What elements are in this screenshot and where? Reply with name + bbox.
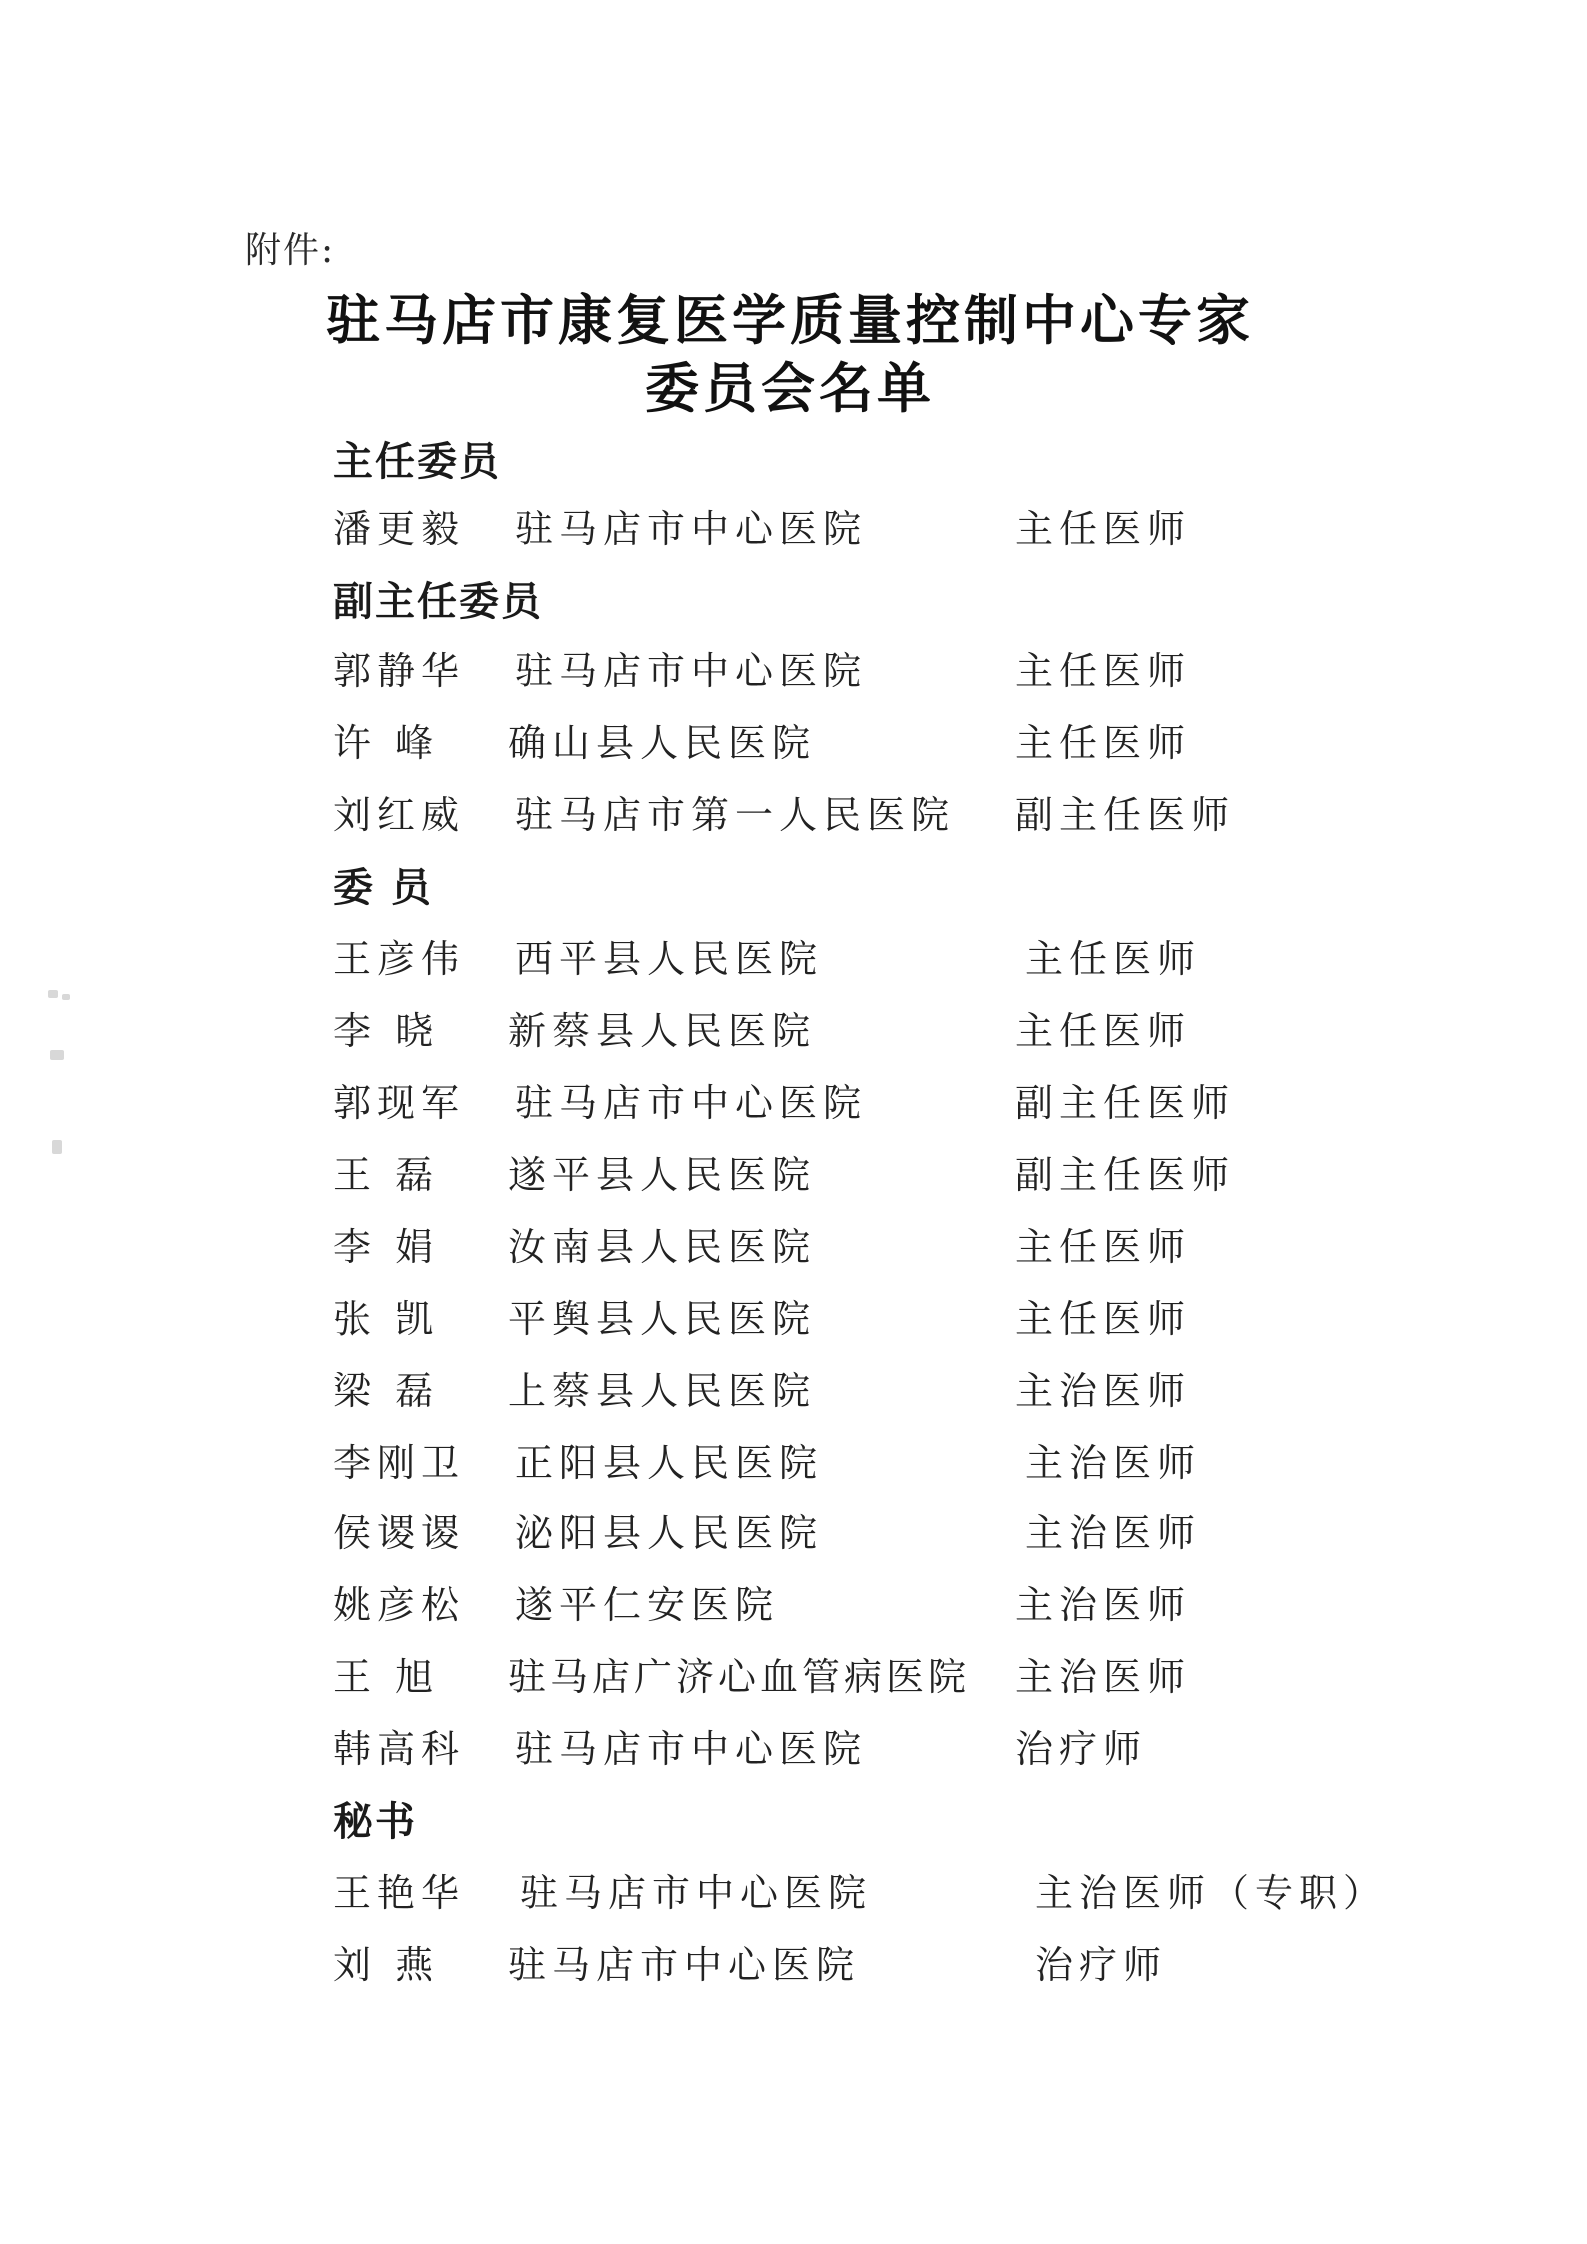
member-hospital: 驻马店市中心医院 — [515, 507, 868, 551]
member-title: 主任医师 — [1015, 721, 1192, 765]
scan-speck — [62, 994, 70, 1000]
member-name: 侯谡谡 — [333, 1511, 466, 1555]
member-hospital: 汝南县人民医院 — [508, 1225, 817, 1269]
member-title: 主任医师 — [1015, 507, 1192, 551]
member-title: 治疗师 — [1035, 1943, 1168, 1987]
member-row — [0, 784, 1587, 844]
member-name: 韩高科 — [333, 1727, 466, 1771]
member-row — [0, 712, 1587, 772]
member-title: 治疗师 — [1015, 1727, 1148, 1771]
member-hospital: 驻马店市中心医院 — [515, 649, 868, 693]
section-heading-secretary: 秘书 — [333, 1799, 417, 1845]
member-row — [0, 1216, 1587, 1276]
member-name: 郭静华 — [333, 649, 466, 693]
member-hospital: 确山县人民医院 — [508, 721, 817, 765]
member-title: 副主任医师 — [1015, 1153, 1236, 1197]
member-hospital: 驻马店广济心血管病医院 — [508, 1655, 971, 1699]
member-name: 王彦伟 — [333, 937, 466, 981]
member-row — [0, 1862, 1587, 1922]
member-row — [0, 640, 1587, 700]
member-name: 许 峰 — [333, 721, 440, 765]
attachment-label: 附件: — [245, 230, 336, 271]
member-hospital: 西平县人民医院 — [515, 937, 824, 981]
member-row — [0, 1432, 1587, 1492]
member-row — [0, 1646, 1587, 1706]
member-row — [0, 1360, 1587, 1420]
member-title: 主任医师 — [1015, 649, 1192, 693]
member-name: 郭现军 — [333, 1081, 466, 1125]
member-row — [0, 928, 1587, 988]
document-title-line-2: 委员会名单 — [645, 356, 935, 420]
member-hospital: 驻马店市中心医院 — [515, 1727, 868, 1771]
member-title: 主任医师 — [1015, 1297, 1192, 1341]
member-row — [0, 1574, 1587, 1634]
member-hospital: 平舆县人民医院 — [508, 1297, 817, 1341]
member-row — [0, 1502, 1587, 1562]
member-name: 王艳华 — [333, 1871, 466, 1915]
member-hospital: 新蔡县人民医院 — [508, 1009, 817, 1053]
member-hospital: 遂平县人民医院 — [508, 1153, 817, 1197]
document-title-line-1: 驻马店市康复医学质量控制中心专家 — [326, 288, 1254, 352]
member-title: 主任医师 — [1015, 1225, 1192, 1269]
member-title: 主治医师 — [1025, 1511, 1202, 1555]
member-name: 张 凯 — [333, 1297, 440, 1341]
member-name: 王 磊 — [333, 1153, 440, 1197]
member-name: 梁 磊 — [333, 1369, 440, 1413]
member-title: 主任医师 — [1025, 937, 1202, 981]
scan-artifact — [40, 990, 80, 1190]
member-name: 刘红威 — [333, 793, 466, 837]
member-name: 姚彦松 — [333, 1583, 466, 1627]
member-row — [0, 1934, 1587, 1994]
member-hospital: 驻马店市第一人民医院 — [515, 793, 956, 837]
member-title: 副主任医师 — [1015, 793, 1236, 837]
member-hospital: 遂平仁安医院 — [515, 1583, 780, 1627]
member-title: 主治医师 — [1015, 1655, 1192, 1699]
member-name: 刘 燕 — [333, 1943, 440, 1987]
member-title: 主任医师 — [1015, 1009, 1192, 1053]
member-hospital: 驻马店市中心医院 — [515, 1081, 868, 1125]
section-heading-members: 委 员 — [333, 865, 433, 911]
member-title: 主治医师 — [1015, 1583, 1192, 1627]
scan-speck — [52, 1140, 62, 1154]
member-hospital: 上蔡县人民医院 — [508, 1369, 817, 1413]
member-name: 李 晓 — [333, 1009, 440, 1053]
member-name: 王 旭 — [333, 1655, 440, 1699]
member-name: 潘更毅 — [333, 507, 466, 551]
member-row — [0, 498, 1587, 558]
member-row — [0, 1144, 1587, 1204]
member-hospital: 正阳县人民医院 — [515, 1441, 824, 1485]
member-title: 主治医师 — [1015, 1369, 1192, 1413]
member-title: 副主任医师 — [1015, 1081, 1236, 1125]
member-row — [0, 1072, 1587, 1132]
member-row — [0, 1718, 1587, 1778]
member-title: 主治医师（专职） — [1035, 1871, 1388, 1915]
member-name: 李刚卫 — [333, 1441, 466, 1485]
member-name: 李 娟 — [333, 1225, 440, 1269]
member-hospital: 泌阳县人民医院 — [515, 1511, 824, 1555]
scan-speck — [48, 990, 58, 998]
member-row — [0, 1288, 1587, 1348]
member-row — [0, 1000, 1587, 1060]
section-heading-vice-chair: 副主任委员 — [333, 579, 543, 625]
member-hospital: 驻马店市中心医院 — [508, 1943, 861, 1987]
scan-speck — [50, 1050, 64, 1060]
member-title: 主治医师 — [1025, 1441, 1202, 1485]
section-heading-chair: 主任委员 — [333, 439, 501, 485]
member-hospital: 驻马店市中心医院 — [520, 1871, 873, 1915]
